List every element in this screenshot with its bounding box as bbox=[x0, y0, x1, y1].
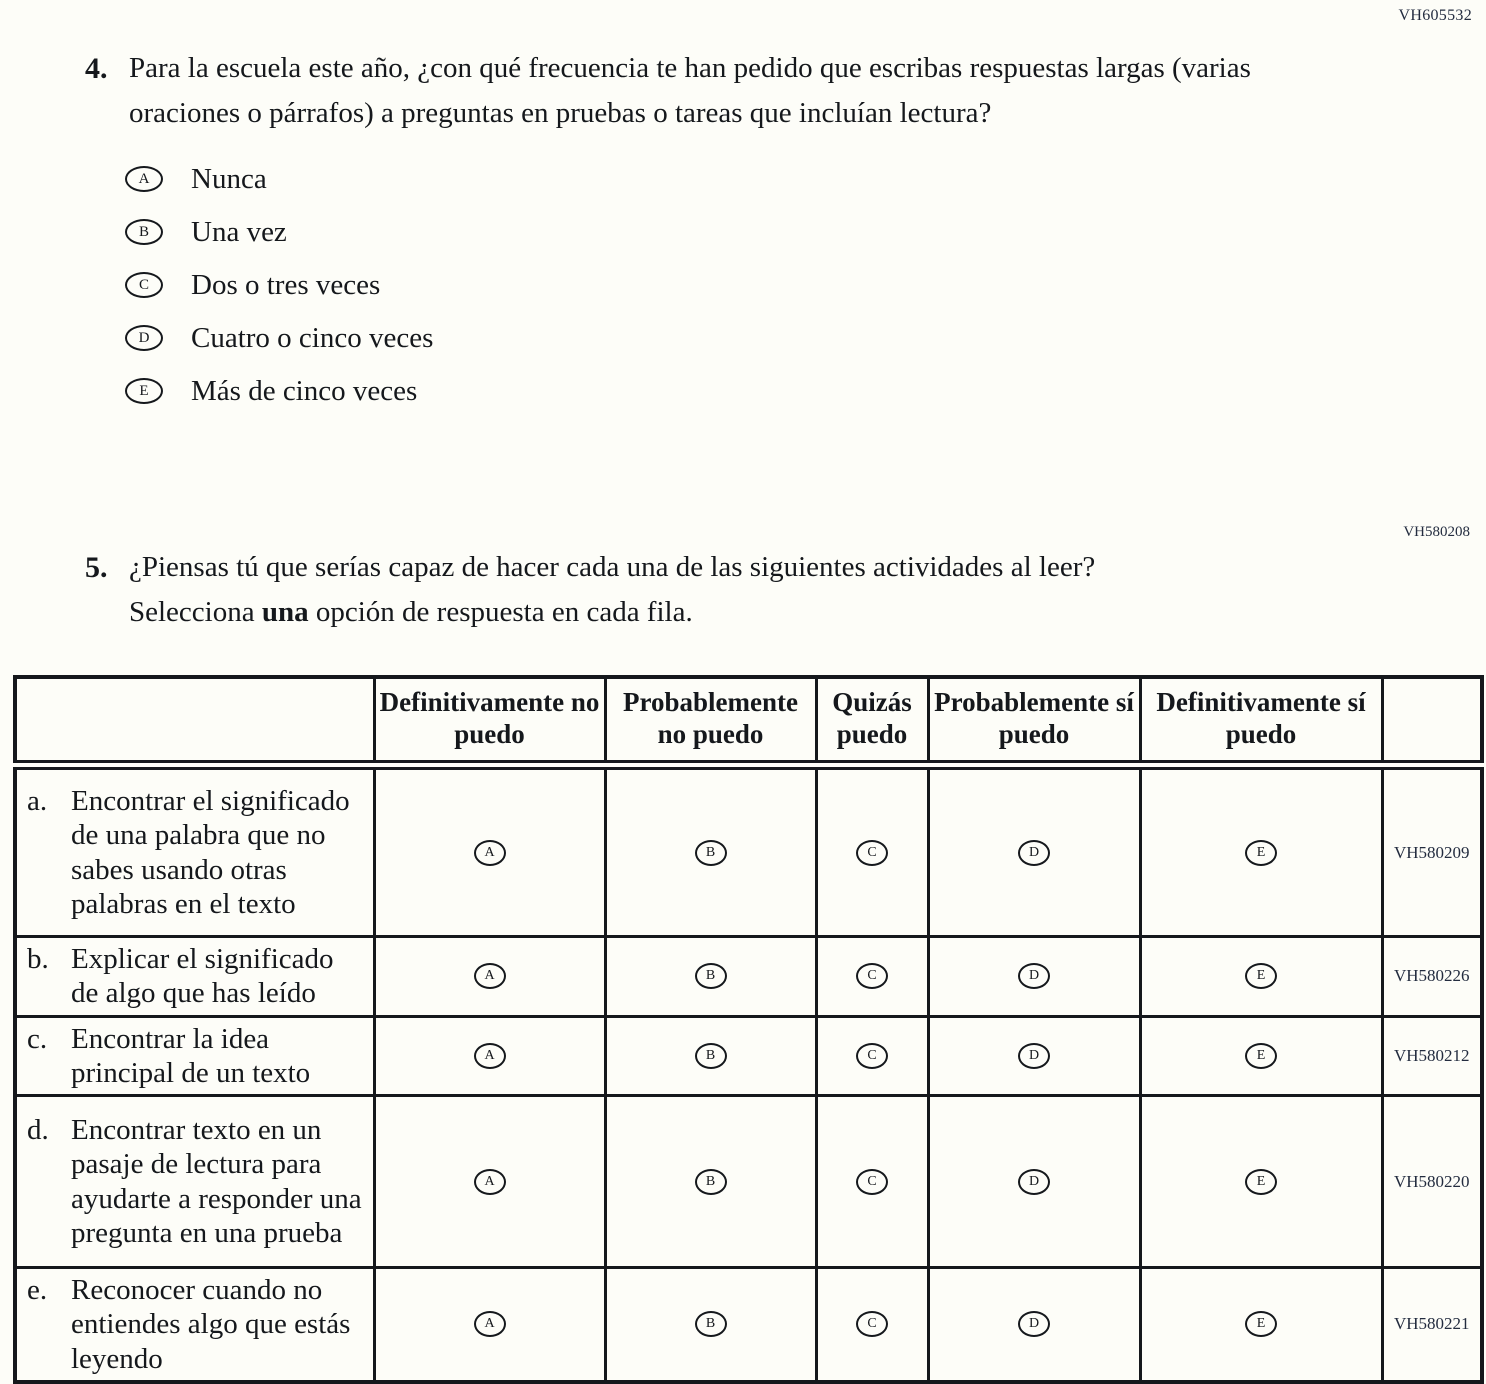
table-row-a bbox=[15, 765, 1482, 937]
row-e-bubble-b-icon[interactable]: B bbox=[695, 1311, 727, 1337]
row-c-bubble-c-icon[interactable]: C bbox=[856, 1043, 888, 1069]
option-a bbox=[125, 162, 1486, 195]
question-5-number: 5. bbox=[85, 550, 108, 584]
row-a-text: Encontrar el significado de una palabra que no sabes usando otras palabras en el texto bbox=[71, 785, 350, 920]
row-a-letter: a. bbox=[27, 785, 48, 818]
question-5-text-start: ¿Piensas tú que serías capaz de hacer cada una de las siguientes actividades al leer? Selecciona bbox=[129, 550, 1096, 628]
option-e-label: Más de cinco veces bbox=[191, 374, 418, 407]
row-c-bubble-d-icon[interactable]: D bbox=[1018, 1043, 1050, 1069]
row-b-bubble-b-icon[interactable]: B bbox=[695, 963, 727, 989]
row-e-bubble-c-icon[interactable]: C bbox=[856, 1311, 888, 1337]
row-d-bubble-e-icon[interactable]: E bbox=[1245, 1169, 1277, 1195]
question-5-response-matrix bbox=[13, 675, 1484, 1384]
question-5 bbox=[0, 523, 1486, 1384]
column-header-definitely-can: Definitivamente sí puedo bbox=[1140, 677, 1382, 765]
option-d-bubble-icon[interactable]: D bbox=[125, 325, 163, 351]
row-a-bubble-e-icon[interactable]: E bbox=[1245, 840, 1277, 866]
option-b bbox=[125, 215, 1486, 248]
row-e-bubble-a-icon[interactable]: A bbox=[474, 1311, 506, 1337]
row-d-text: Encontrar texto en un pasaje de lectura para ayudarte a responder una pregunta en una prueba bbox=[71, 1114, 362, 1249]
matrix-corner-cell bbox=[15, 677, 374, 765]
page-accession-code: VH605532 bbox=[1398, 7, 1472, 24]
question-4-text: Para la escuela este año, ¿con qué frecuencia te han pedido que escribas respuestas largas (varias oraciones o párrafos) a preguntas en pruebas o tareas que incluían lectura? bbox=[129, 52, 1251, 129]
row-c-bubble-b-icon[interactable]: B bbox=[695, 1043, 727, 1069]
option-b-label: Una vez bbox=[191, 215, 287, 248]
question-4 bbox=[85, 0, 1486, 405]
question-5-text bbox=[129, 545, 1209, 635]
option-e bbox=[125, 374, 1486, 407]
question-4-number: 4. bbox=[85, 52, 108, 85]
row-c-bubble-a-icon[interactable]: A bbox=[474, 1043, 506, 1069]
option-a-label: Nunca bbox=[191, 162, 267, 195]
row-a-code: VH580209 bbox=[1382, 765, 1482, 937]
row-d-bubble-d-icon[interactable]: D bbox=[1018, 1169, 1050, 1195]
row-c-bubble-e-icon[interactable]: E bbox=[1245, 1043, 1277, 1069]
row-b-bubble-c-icon[interactable]: C bbox=[856, 963, 888, 989]
column-header-probably-cannot: Probablemente no puedo bbox=[605, 677, 816, 765]
row-a-bubble-d-icon[interactable]: D bbox=[1018, 840, 1050, 866]
row-d-bubble-a-icon[interactable]: A bbox=[474, 1169, 506, 1195]
row-b-text: Explicar el significado de algo que has leído bbox=[71, 943, 334, 1010]
option-d bbox=[125, 321, 1486, 354]
row-e-letter: e. bbox=[27, 1274, 48, 1307]
column-header-code bbox=[1382, 677, 1482, 765]
option-d-label: Cuatro o cinco veces bbox=[191, 321, 434, 354]
table-row-e bbox=[15, 1268, 1482, 1382]
row-a-bubble-c-icon[interactable]: C bbox=[856, 840, 888, 866]
row-d-letter: d. bbox=[27, 1114, 49, 1147]
row-d-bubble-b-icon[interactable]: B bbox=[695, 1169, 727, 1195]
question-5-text-end: opción de respuesta en cada fila. bbox=[308, 595, 693, 628]
question-5-bold-word: una bbox=[261, 595, 309, 628]
option-c-label: Dos o tres veces bbox=[191, 268, 381, 301]
row-b-bubble-d-icon[interactable]: D bbox=[1018, 963, 1050, 989]
row-d-code: VH580220 bbox=[1382, 1096, 1482, 1268]
row-c-text: Encontrar la idea principal de un texto bbox=[71, 1022, 311, 1089]
row-b-code: VH580226 bbox=[1382, 937, 1482, 1016]
table-row-b bbox=[15, 937, 1482, 1016]
row-a-bubble-b-icon[interactable]: B bbox=[695, 840, 727, 866]
column-header-probably-can: Probablemente sí puedo bbox=[928, 677, 1140, 765]
row-d-bubble-c-icon[interactable]: C bbox=[856, 1169, 888, 1195]
row-e-bubble-e-icon[interactable]: E bbox=[1245, 1311, 1277, 1337]
row-e-code: VH580221 bbox=[1382, 1268, 1482, 1382]
table-row-c bbox=[15, 1016, 1482, 1095]
option-a-bubble-icon[interactable]: A bbox=[125, 166, 163, 192]
row-a-bubble-a-icon[interactable]: A bbox=[474, 840, 506, 866]
option-e-bubble-icon[interactable]: E bbox=[125, 378, 163, 404]
table-row-d bbox=[15, 1096, 1482, 1268]
row-b-bubble-a-icon[interactable]: A bbox=[474, 963, 506, 989]
column-header-maybe-can: Quizás puedo bbox=[816, 677, 928, 765]
row-b-bubble-e-icon[interactable]: E bbox=[1245, 963, 1277, 989]
question-5-accession-code: VH580208 bbox=[1403, 523, 1470, 540]
question-4-options bbox=[125, 162, 1486, 407]
option-b-bubble-icon[interactable]: B bbox=[125, 219, 163, 245]
row-e-text: Reconocer cuando no entiendes algo que estás leyendo bbox=[71, 1274, 351, 1375]
row-b-letter: b. bbox=[27, 943, 49, 976]
row-c-letter: c. bbox=[27, 1022, 48, 1055]
row-c-code: VH580212 bbox=[1382, 1016, 1482, 1095]
option-c-bubble-icon[interactable]: C bbox=[125, 272, 163, 298]
row-e-bubble-d-icon[interactable]: D bbox=[1018, 1311, 1050, 1337]
column-header-definitely-cannot: Definitivamente no puedo bbox=[374, 677, 605, 765]
option-c bbox=[125, 268, 1486, 301]
